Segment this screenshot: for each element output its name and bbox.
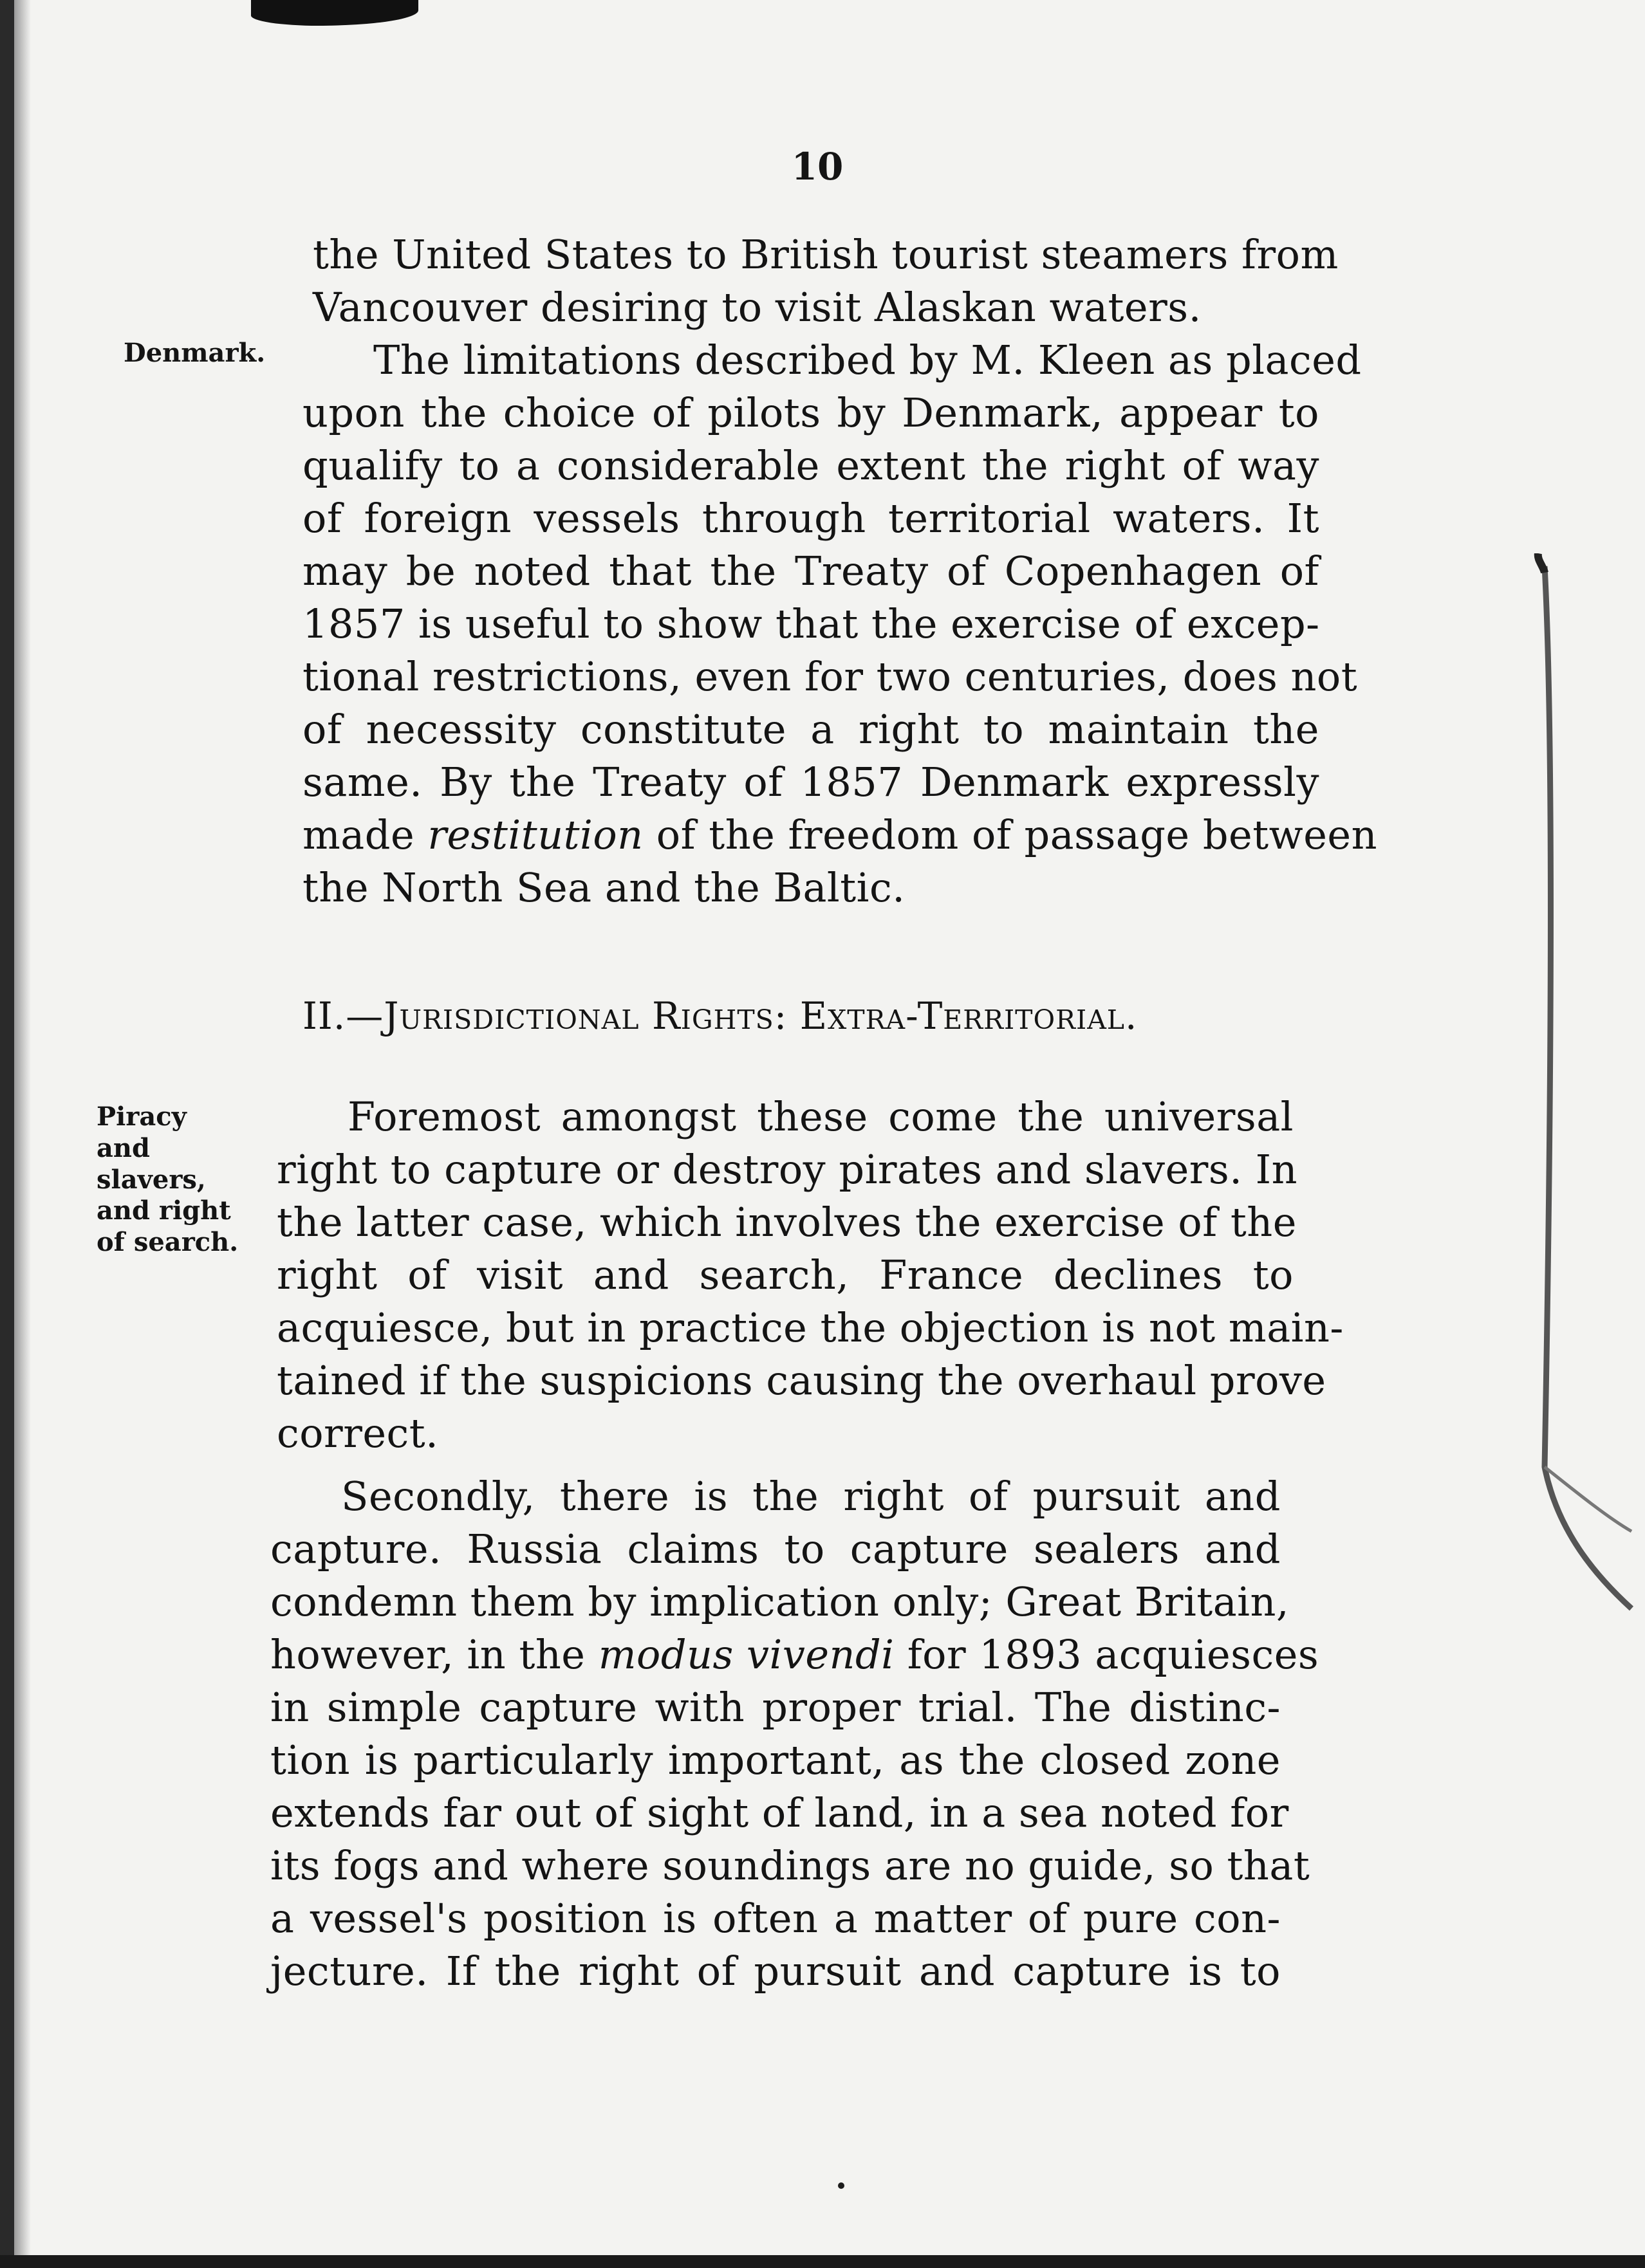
text-line: its fogs and where soundings are no guide, so that xyxy=(270,1842,1310,1889)
text-line: extends far out of sight of land, in a sea noted for xyxy=(270,1789,1289,1836)
margin-note-line: and right xyxy=(97,1195,231,1226)
text-line: qualify to a considerable extent the right of way xyxy=(302,442,1319,489)
italic-term-restitution: restitution xyxy=(427,811,644,858)
text-line: of foreign vessels through territorial waters. It xyxy=(302,495,1319,542)
text-fragment: however, in the xyxy=(270,1631,599,1678)
page-bottom-edge xyxy=(0,2255,1645,2268)
text-line: upon the choice of pilots by Denmark, appear to xyxy=(302,389,1319,436)
text-line: 1857 is useful to show that the exercise of excep- xyxy=(302,600,1320,647)
page-binding-shadow xyxy=(14,0,31,2268)
margin-note-denmark: Denmark. xyxy=(124,338,266,368)
ink-blot xyxy=(251,0,418,26)
text-fragment: made xyxy=(302,811,428,858)
margin-note-piracy xyxy=(97,1102,257,1258)
text-line: right to capture or destroy pirates and slavers. In xyxy=(277,1146,1298,1193)
text-line: right of visit and search, France declines to xyxy=(277,1251,1294,1298)
text-line: may be noted that the Treaty of Copenhagen of xyxy=(302,548,1319,595)
text-line: correct. xyxy=(277,1410,439,1457)
binding-string-image xyxy=(1519,553,1635,1647)
text-line: tion is particularly important, as the closed zone xyxy=(270,1737,1281,1784)
text-line: tained if the suspicions causing the overhaul prove xyxy=(277,1357,1326,1404)
paragraph-denmark xyxy=(302,334,1378,914)
paragraph-continuation xyxy=(313,228,1339,334)
text-line: the United States to British tourist steamers from xyxy=(313,231,1339,278)
text-line: the North Sea and the Baltic. xyxy=(302,864,906,911)
text-line: Vancouver desiring to visit Alaskan waters. xyxy=(313,284,1202,331)
section-heading: II.—Jurisdictional Rights: Extra-Territorial. xyxy=(302,994,1138,1038)
text-line: Foremost amongst these come the universal xyxy=(348,1093,1294,1140)
margin-note-line: of search. xyxy=(97,1227,239,1258)
italic-term-modus-vivendi: modus vivendi xyxy=(598,1631,895,1678)
text-line: same. By the Treaty of 1857 Denmark expressly xyxy=(302,759,1319,806)
text-line: acquiesce, but in practice the objection is not main- xyxy=(277,1304,1344,1351)
text-line: tional restrictions, even for two centuries, does not xyxy=(302,653,1358,700)
text-line: jecture. If the right of pursuit and capture is to xyxy=(270,1948,1281,1995)
text-fragment: for 1893 acquiesces xyxy=(894,1631,1319,1678)
text-line: condemn them by implication only; Great Britain, xyxy=(270,1578,1290,1625)
text-line: of necessity constitute a right to maintain the xyxy=(302,706,1319,753)
text-fragment: of the freedom of passage between xyxy=(643,811,1378,858)
text-line: the latter case, which involves the exercise of the xyxy=(277,1199,1297,1246)
text-line: a vessel's position is often a matter of pure con- xyxy=(270,1895,1281,1942)
text-line: Secondly, there is the right of pursuit and xyxy=(341,1473,1281,1520)
text-line xyxy=(302,809,1378,862)
page-number: 10 xyxy=(791,145,844,189)
ink-speck xyxy=(838,2182,844,2189)
margin-note-line: and xyxy=(97,1132,150,1163)
text-line: capture. Russia claims to capture sealers and xyxy=(270,1526,1281,1572)
page-binding-edge xyxy=(0,0,14,2268)
text-line: The limitations described by M. Kleen as placed xyxy=(373,337,1362,383)
paragraph-piracy xyxy=(277,1091,1344,1460)
text-line xyxy=(270,1628,1319,1681)
paragraph-pursuit xyxy=(270,1470,1319,1998)
text-line: in simple capture with proper trial. The distinc- xyxy=(270,1684,1281,1731)
margin-note-line: slavers, xyxy=(97,1164,206,1195)
margin-note-line: Piracy xyxy=(97,1102,187,1132)
